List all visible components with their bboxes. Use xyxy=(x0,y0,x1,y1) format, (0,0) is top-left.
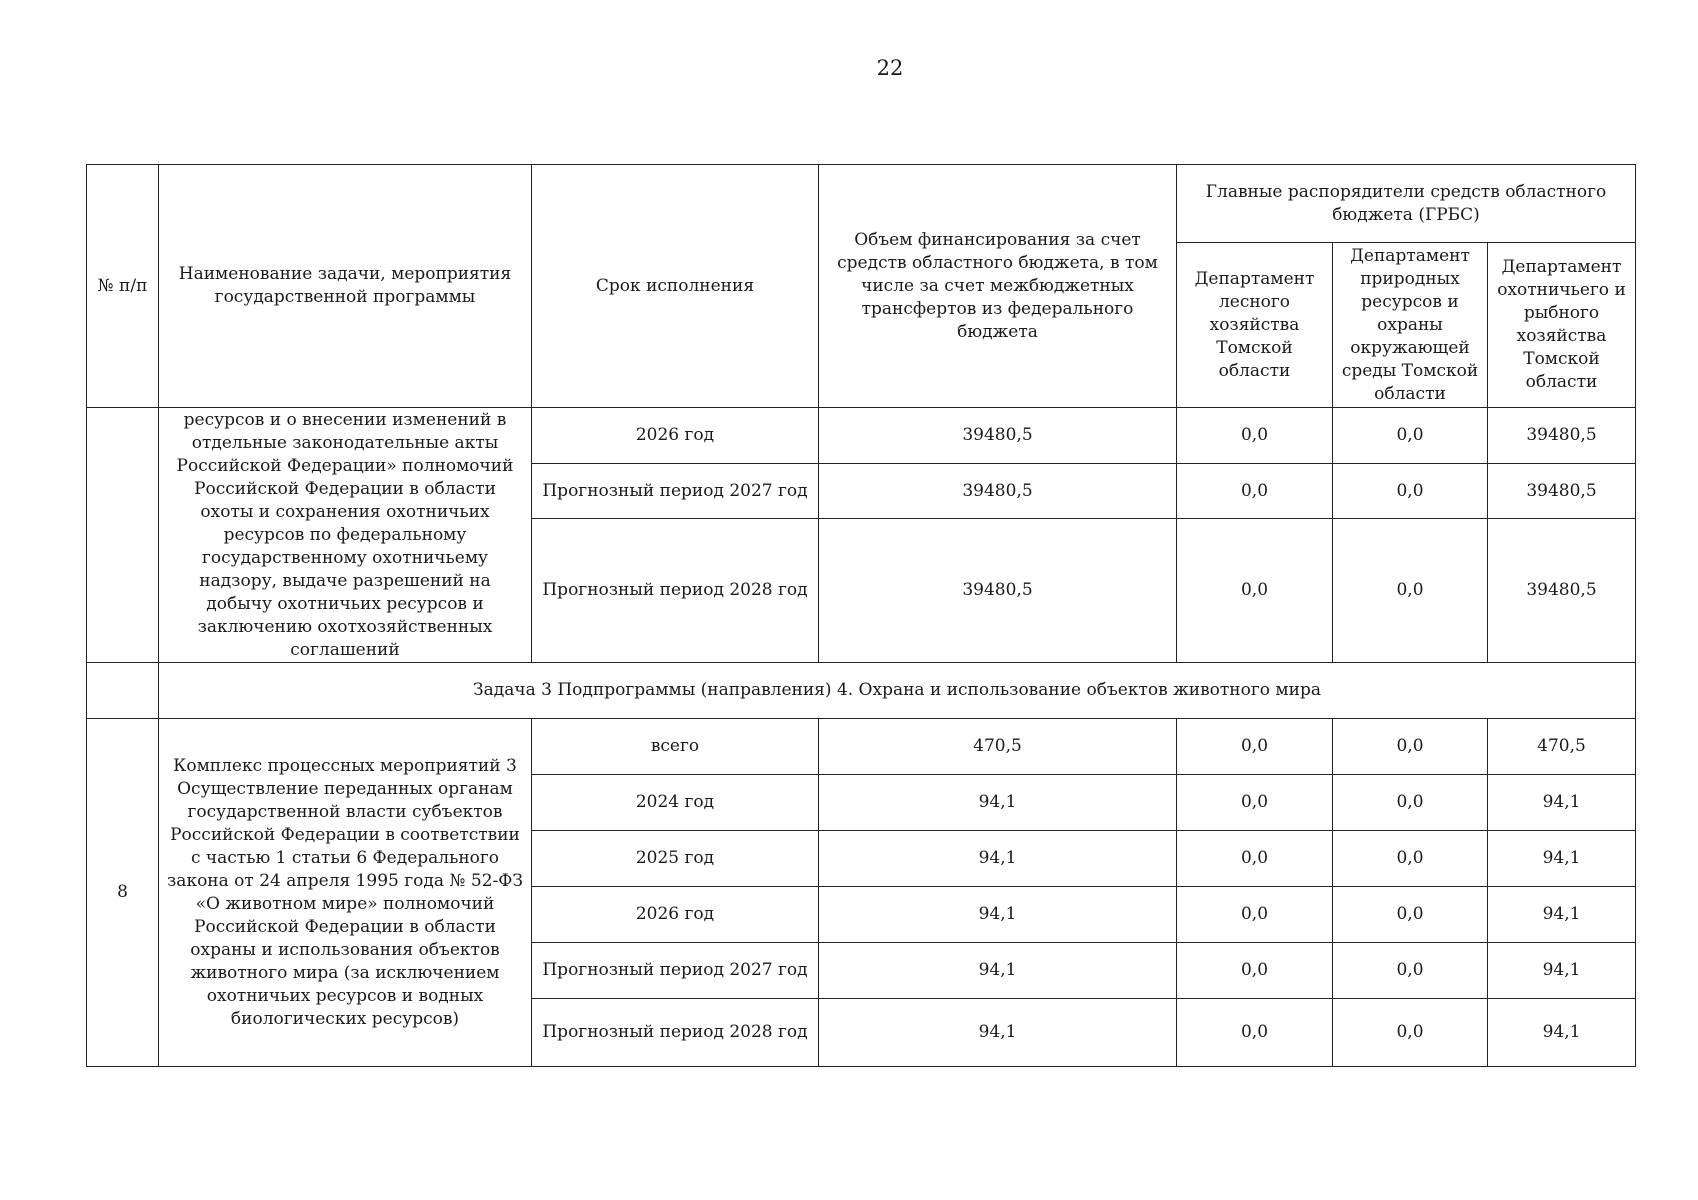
hunting-cell: 94,1 xyxy=(1488,887,1636,943)
hunting-cell: 39480,5 xyxy=(1488,519,1636,663)
nature-cell: 0,0 xyxy=(1333,408,1488,464)
hunting-cell: 94,1 xyxy=(1488,831,1636,887)
header-term: Срок исполнения xyxy=(532,165,819,408)
volume-cell: 94,1 xyxy=(819,887,1177,943)
header-number: № п/п xyxy=(87,165,159,408)
hunting-cell: 39480,5 xyxy=(1488,464,1636,519)
task-title-row xyxy=(87,663,1636,719)
hunting-cell: 94,1 xyxy=(1488,943,1636,999)
nature-cell: 0,0 xyxy=(1333,519,1488,663)
header-volume: Объем финансирования за счет средств областного бюджета, в том числе за счет межбюджетных трансфертов из федерального бюджета xyxy=(819,165,1177,408)
funding-table xyxy=(86,164,1636,1067)
term-cell: 2026 год xyxy=(532,408,819,464)
forest-cell: 0,0 xyxy=(1177,775,1333,831)
forest-cell: 0,0 xyxy=(1177,408,1333,464)
volume-cell: 94,1 xyxy=(819,999,1177,1067)
hunting-cell: 39480,5 xyxy=(1488,408,1636,464)
volume-cell: 470,5 xyxy=(819,719,1177,775)
task-title-number-cell xyxy=(87,663,159,719)
table-row xyxy=(87,719,1636,775)
row-number: 8 xyxy=(87,719,159,1067)
header-name: Наименование задачи, мероприятия государственной программы xyxy=(159,165,532,408)
term-cell: 2024 год xyxy=(532,775,819,831)
term-cell: Прогнозный период 2027 год xyxy=(532,464,819,519)
task-description: Комплекс процессных мероприятий 3 Осуществление переданных органам государственной власти субъектов Российской Федерации в соответствии с частью 1 статьи 6 Федерального закона от 24 апреля 1995 года № 52-ФЗ «О животном мире» полномочий Российской Федерации в области охраны и использования объектов животного мира (за исключением охотничьих ресурсов и водных биологических ресурсов) xyxy=(159,719,532,1067)
header-grbs: Главные распорядители средств областного бюджета (ГРБС) xyxy=(1177,165,1636,243)
term-cell: Прогнозный период 2028 год xyxy=(532,519,819,663)
header-dept-hunting: Департамент охотничьего и рыбного хозяйства Томской области xyxy=(1488,243,1636,408)
forest-cell: 0,0 xyxy=(1177,943,1333,999)
page-number: 22 xyxy=(876,56,904,80)
table-row xyxy=(87,408,1636,464)
nature-cell: 0,0 xyxy=(1333,999,1488,1067)
forest-cell: 0,0 xyxy=(1177,719,1333,775)
volume-cell: 39480,5 xyxy=(819,519,1177,663)
volume-cell: 39480,5 xyxy=(819,464,1177,519)
nature-cell: 0,0 xyxy=(1333,887,1488,943)
forest-cell: 0,0 xyxy=(1177,831,1333,887)
volume-cell: 94,1 xyxy=(819,943,1177,999)
header-dept-nature: Департамент природных ресурсов и охраны окружающей среды Томской области xyxy=(1333,243,1488,408)
row-number-cell xyxy=(87,408,159,663)
term-cell: всего xyxy=(532,719,819,775)
hunting-cell: 94,1 xyxy=(1488,999,1636,1067)
nature-cell: 0,0 xyxy=(1333,775,1488,831)
forest-cell: 0,0 xyxy=(1177,887,1333,943)
header-dept-forest: Департамент лесного хозяйства Томской области xyxy=(1177,243,1333,408)
hunting-cell: 470,5 xyxy=(1488,719,1636,775)
forest-cell: 0,0 xyxy=(1177,464,1333,519)
header-row xyxy=(87,165,1636,243)
nature-cell: 0,0 xyxy=(1333,464,1488,519)
term-cell: Прогнозный период 2027 год xyxy=(532,943,819,999)
nature-cell: 0,0 xyxy=(1333,831,1488,887)
forest-cell: 0,0 xyxy=(1177,519,1333,663)
volume-cell: 94,1 xyxy=(819,831,1177,887)
volume-cell: 39480,5 xyxy=(819,408,1177,464)
task-description: ресурсов и о внесении изменений в отдельные законодательные акты Российской Федерации» полномочий Российской Федерации в области охоты и сохранения охотничьих ресурсов по федеральному государственному охотничьему надзору, выдаче разрешений на добычу охотничьих ресурсов и заключению охотхозяйственных соглашений xyxy=(159,408,532,663)
task-title: Задача 3 Подпрограммы (направления) 4. Охрана и использование объектов животного мира xyxy=(159,663,1636,719)
nature-cell: 0,0 xyxy=(1333,943,1488,999)
forest-cell: 0,0 xyxy=(1177,999,1333,1067)
hunting-cell: 94,1 xyxy=(1488,775,1636,831)
term-cell: 2026 год xyxy=(532,887,819,943)
term-cell: 2025 год xyxy=(532,831,819,887)
term-cell: Прогнозный период 2028 год xyxy=(532,999,819,1067)
nature-cell: 0,0 xyxy=(1333,719,1488,775)
volume-cell: 94,1 xyxy=(819,775,1177,831)
